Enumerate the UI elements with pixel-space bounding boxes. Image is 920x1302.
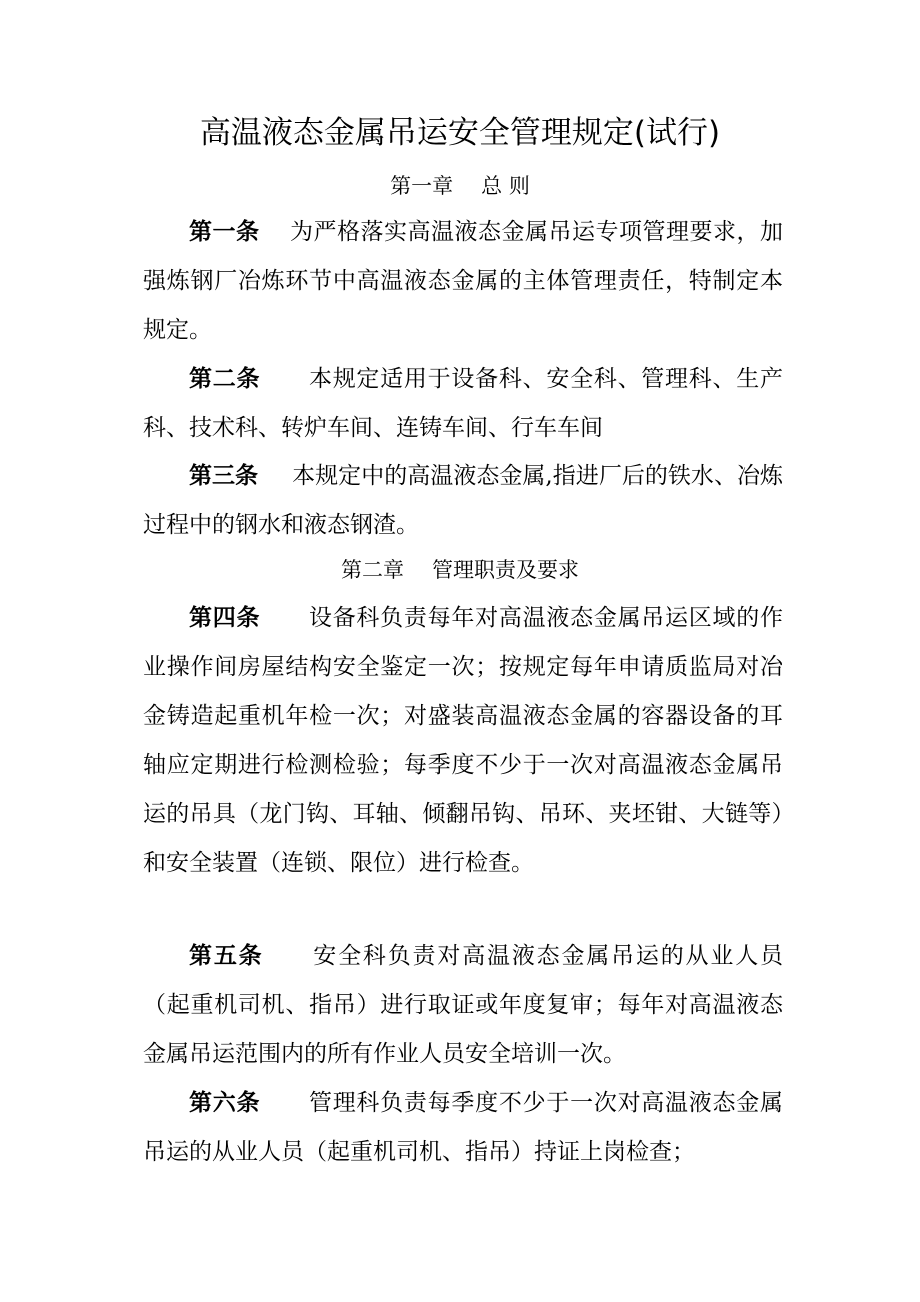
article-text: 本规定中的高温液态金属,指进厂后的铁水、冶炼过程中的钢水和液态钢渣。: [143, 463, 784, 538]
article-label: 第三条: [189, 463, 259, 489]
chapter-number: 第二章: [341, 558, 404, 582]
chapter-number: 第一章: [390, 174, 454, 198]
article-1: [143, 208, 783, 355]
article-label: 第五条: [189, 943, 264, 969]
article-label: 第一条: [189, 219, 260, 245]
article-text: 安全科负责对高温液态金属吊运的从业人员（起重机司机、指吊）进行取证或年度复审；每年对高温液态金属吊运范围内的所有作业人员安全培训一次。: [143, 943, 784, 1067]
article-4: [143, 594, 783, 888]
chapter-heading-1: [0, 171, 920, 201]
article-text: 本规定适用于设备科、安全科、管理科、生产科、技术科、转炉车间、连铸车间、行车车间: [143, 366, 784, 441]
chapter-name: 管理职责及要求: [432, 558, 579, 582]
article-label: 第六条: [189, 1090, 261, 1116]
article-label: 第四条: [189, 605, 261, 631]
chapter-heading-2: [0, 555, 920, 585]
article-5: [143, 932, 783, 1079]
article-6: [143, 1079, 783, 1177]
chapter-name: 总 则: [481, 174, 530, 198]
article-3: [143, 452, 783, 550]
article-label: 第二条: [189, 366, 261, 392]
article-text: 设备科负责每年对高温液态金属吊运区域的作业操作间房屋结构安全鉴定一次；按规定每年申请质监局对冶金铸造起重机年检一次；对盛装高温液态金属的容器设备的耳轴应定期进行检测检验；每季度不少于一次对高温液态金属吊运的吊具（龙门钩、耳轴、倾翻吊钩、吊环、夹坯钳、大链等）和安全装置（连锁、限位）进行检查。: [143, 605, 784, 876]
article-2: [143, 355, 783, 453]
article-text: 管理科负责每季度不少于一次对高温液态金属吊运的从业人员（起重机司机、指吊）持证上岗检查；: [143, 1090, 784, 1165]
document-title: 高温液态金属吊运安全管理规定(试行): [199, 115, 721, 151]
article-text: 为严格落实高温液态金属吊运专项管理要求，加强炼钢厂冶炼环节中高温液态金属的主体管理责任，特制定本规定。: [143, 219, 783, 343]
